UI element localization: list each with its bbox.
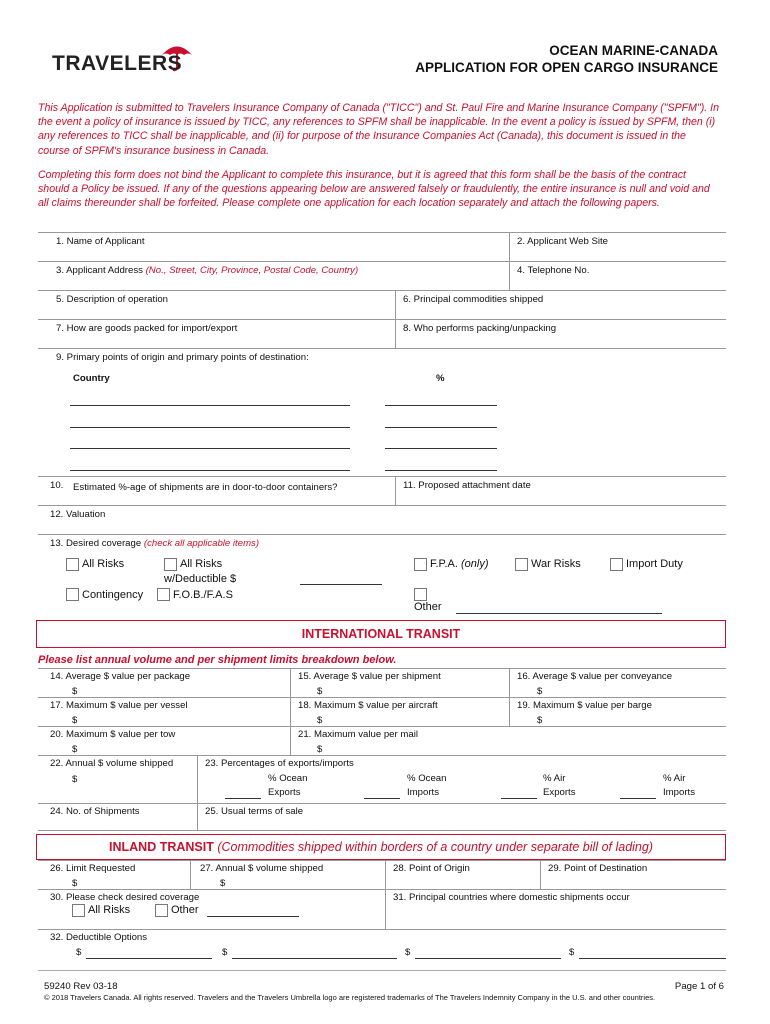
- field-max-per-barge[interactable]: 19. Maximum $ value per barge: [517, 700, 652, 711]
- other-coverage-line[interactable]: [456, 613, 662, 614]
- field-packing-method[interactable]: 7. How are goods packed for import/export: [56, 323, 238, 334]
- field-web-site[interactable]: 2. Applicant Web Site: [517, 236, 609, 247]
- field-door-to-door[interactable]: Estimated %-age of shipments are in door-to-door containers?: [73, 482, 338, 493]
- deductible-amount-line[interactable]: [300, 584, 382, 585]
- dollar-sign: $: [76, 947, 82, 958]
- percent-column-header: %: [436, 373, 445, 384]
- dollar-sign: $: [72, 878, 78, 889]
- dollar-sign: $: [405, 947, 411, 958]
- deductible-option-1-line[interactable]: [86, 958, 212, 959]
- import-duty-checkbox[interactable]: [610, 558, 623, 571]
- deductible-option-3-line[interactable]: [415, 958, 561, 959]
- inland-transit-heading: INLAND TRANSIT (Commodities shipped within borders of a country under separate bill of lading): [36, 834, 726, 860]
- field-annual-volume[interactable]: 22. Annual $ volume shipped: [50, 758, 174, 769]
- dollar-sign: $: [537, 686, 543, 697]
- inland-other-label: Other: [171, 904, 199, 916]
- field-packing-performer[interactable]: 8. Who performs packing/unpacking: [403, 323, 557, 334]
- air-imports-line[interactable]: [620, 798, 656, 799]
- intro-paragraph-2: Completing this form does not bind the Applicant to complete this insurance, but it is agreed that this form shall be the basis of the contract should a Policy be issued. If any of the questions appearing below are answered falsely or fraudulently, the entire insurance is null and void and all claims thereunder shall be forfeited. Please complete one application for each location separately and attach the following papers.: [38, 169, 710, 210]
- field-name-of-applicant[interactable]: 1. Name of Applicant: [56, 236, 145, 247]
- all-risks-deductible-label-2: w/Deductible $: [164, 573, 237, 585]
- intro-paragraph-1: This Application is submitted to Travelers Insurance Company of Canada ("TICC") and St. Paul Fire and Marine Insurance Company ("SPFM"). In the event a policy of insurance is issued by TICC, any references to SPFM shall be inapplicable. In the event a policy is issued by SPFM, then (i) any references to TICC shall be inapplicable, and (ii) for purpose of the Insurance Companies Act (Canada), this document is issued in the course of SPFM's insurance business in Canada.: [38, 102, 719, 157]
- ocean-imports-label-1: % Ocean: [407, 773, 447, 784]
- page-number: Page 1 of 6: [674, 981, 724, 992]
- dollar-sign: $: [72, 774, 78, 785]
- ocean-exports-label-1: % Ocean: [268, 773, 308, 784]
- field-point-of-origin[interactable]: 28. Point of Origin: [393, 863, 470, 874]
- dollar-sign: $: [317, 715, 323, 726]
- address-note: (No., Street, City, Province, Postal Code, Country): [145, 265, 359, 276]
- field-annual-volume-inland[interactable]: 27. Annual $ volume shipped: [200, 863, 324, 874]
- coverage-note: (check all applicable items): [143, 538, 260, 549]
- all-risks-deductible-label-1: All Risks: [180, 558, 223, 570]
- dollar-sign: $: [222, 947, 228, 958]
- field-max-per-mail[interactable]: 21. Maximum value per mail: [298, 729, 418, 740]
- field-avg-per-shipment[interactable]: 15. Average $ value per shipment: [298, 671, 441, 682]
- field-principal-countries[interactable]: 31. Principal countries where domestic shipments occur: [393, 892, 630, 903]
- import-duty-label: Import Duty: [626, 558, 683, 570]
- field-address[interactable]: 3. Applicant Address (No., Street, City, Province, Postal Code, Country): [56, 265, 359, 276]
- percent-line-2[interactable]: [385, 427, 497, 428]
- field-number-of-shipments[interactable]: 24. No. of Shipments: [50, 806, 140, 817]
- international-transit-heading: INTERNATIONAL TRANSIT: [36, 620, 726, 648]
- page-title: [415, 42, 718, 76]
- inland-all-risks-label: All Risks: [88, 904, 131, 916]
- travelers-logo: [52, 48, 192, 78]
- ocean-exports-label-2: Exports: [268, 787, 301, 798]
- dollar-sign: $: [220, 878, 226, 889]
- field-max-per-aircraft[interactable]: 18. Maximum $ value per aircraft: [298, 700, 438, 711]
- dollar-sign: $: [317, 686, 323, 697]
- fob-checkbox[interactable]: [157, 588, 170, 601]
- field-attachment-date[interactable]: 11. Proposed attachment date: [403, 480, 531, 491]
- field-max-per-tow[interactable]: 20. Maximum $ value per tow: [50, 729, 176, 740]
- field-max-per-vessel[interactable]: 17. Maximum $ value per vessel: [50, 700, 188, 711]
- percent-line-4[interactable]: [385, 470, 497, 471]
- dollar-sign: $: [537, 715, 543, 726]
- country-line-2[interactable]: [70, 427, 350, 428]
- percent-line-1[interactable]: [385, 405, 497, 406]
- other-coverage-checkbox[interactable]: [414, 588, 427, 601]
- other-coverage-label: Other: [414, 601, 442, 613]
- inland-heading-note: (Commodities shipped within borders of a country under separate bill of lading): [217, 840, 653, 854]
- country-line-4[interactable]: [70, 470, 350, 471]
- inland-other-checkbox[interactable]: [155, 904, 168, 917]
- field-points-origin-destination: 9. Primary points of origin and primary points of destination:: [56, 352, 309, 363]
- air-exports-label-2: Exports: [543, 787, 576, 798]
- fob-label: F.O.B./F.A.S: [173, 589, 233, 601]
- air-exports-label-1: % Air: [543, 773, 566, 784]
- field-avg-per-package[interactable]: 14. Average $ value per package: [50, 671, 191, 682]
- logo-wordmark: TRAVELERS: [52, 52, 183, 75]
- field-point-of-destination[interactable]: 29. Point of Destination: [548, 863, 648, 874]
- field-pct-exports-imports: 23. Percentages of exports/imports: [205, 758, 354, 769]
- all-risks-checkbox[interactable]: [66, 558, 79, 571]
- field-valuation[interactable]: 12. Valuation: [50, 509, 106, 520]
- field-limit-requested[interactable]: 26. Limit Requested: [50, 863, 136, 874]
- deductible-option-2-line[interactable]: [232, 958, 397, 959]
- ocean-exports-line[interactable]: [225, 798, 261, 799]
- field-inland-coverage: 30. Please check desired coverage: [50, 892, 200, 903]
- field-description-operation[interactable]: 5. Description of operation: [56, 294, 168, 305]
- fpa-checkbox[interactable]: [414, 558, 427, 571]
- contingency-label: Contingency: [82, 589, 144, 601]
- contingency-checkbox[interactable]: [66, 588, 79, 601]
- ocean-imports-line[interactable]: [364, 798, 400, 799]
- inland-other-line[interactable]: [207, 916, 299, 917]
- percent-line-3[interactable]: [385, 448, 497, 449]
- title-line-1: OCEAN MARINE-CANADA: [549, 43, 718, 58]
- war-risks-label: War Risks: [531, 558, 581, 570]
- field-avg-per-conveyance[interactable]: 16. Average $ value per conveyance: [517, 671, 673, 682]
- dollar-sign: $: [317, 744, 323, 755]
- all-risks-deductible-checkbox[interactable]: [164, 558, 177, 571]
- international-subheading: Please list annual volume and per shipment limits breakdown below.: [38, 654, 397, 666]
- field-terms-of-sale[interactable]: 25. Usual terms of sale: [205, 806, 304, 817]
- ocean-imports-label-2: Imports: [407, 787, 439, 798]
- fpa-label: F.P.A. (only): [430, 558, 489, 570]
- dollar-sign: $: [569, 947, 575, 958]
- field-deductible-options: 32. Deductible Options: [50, 932, 148, 943]
- air-imports-label-2: Imports: [663, 787, 695, 798]
- field-principal-commodities[interactable]: 6. Principal commodities shipped: [403, 294, 544, 305]
- dollar-sign: $: [72, 744, 78, 755]
- dollar-sign: $: [72, 715, 78, 726]
- war-risks-checkbox[interactable]: [515, 558, 528, 571]
- title-line-2: APPLICATION FOR OPEN CARGO INSURANCE: [415, 60, 718, 75]
- dollar-sign: $: [72, 686, 78, 697]
- copyright-notice: © 2018 Travelers Canada. All rights reserved. Travelers and the Travelers Umbrella logo are registered trademarks of The Travelers Indemnity Company in the U.S. and other countries.: [44, 993, 656, 1002]
- form-number: 59240 Rev 03-18: [44, 981, 118, 992]
- field-telephone[interactable]: 4. Telephone No.: [517, 265, 590, 276]
- deductible-option-4-line[interactable]: [579, 958, 726, 959]
- country-line-1[interactable]: [70, 405, 350, 406]
- country-column-header: Country: [73, 373, 110, 384]
- inland-all-risks-checkbox[interactable]: [72, 904, 85, 917]
- air-imports-label-1: % Air: [663, 773, 686, 784]
- country-line-3[interactable]: [70, 448, 350, 449]
- field-10-number: 10.: [50, 480, 64, 491]
- all-risks-label: All Risks: [82, 558, 125, 570]
- field-desired-coverage: 13. Desired coverage (check all applicable items): [50, 538, 260, 549]
- air-exports-line[interactable]: [501, 798, 537, 799]
